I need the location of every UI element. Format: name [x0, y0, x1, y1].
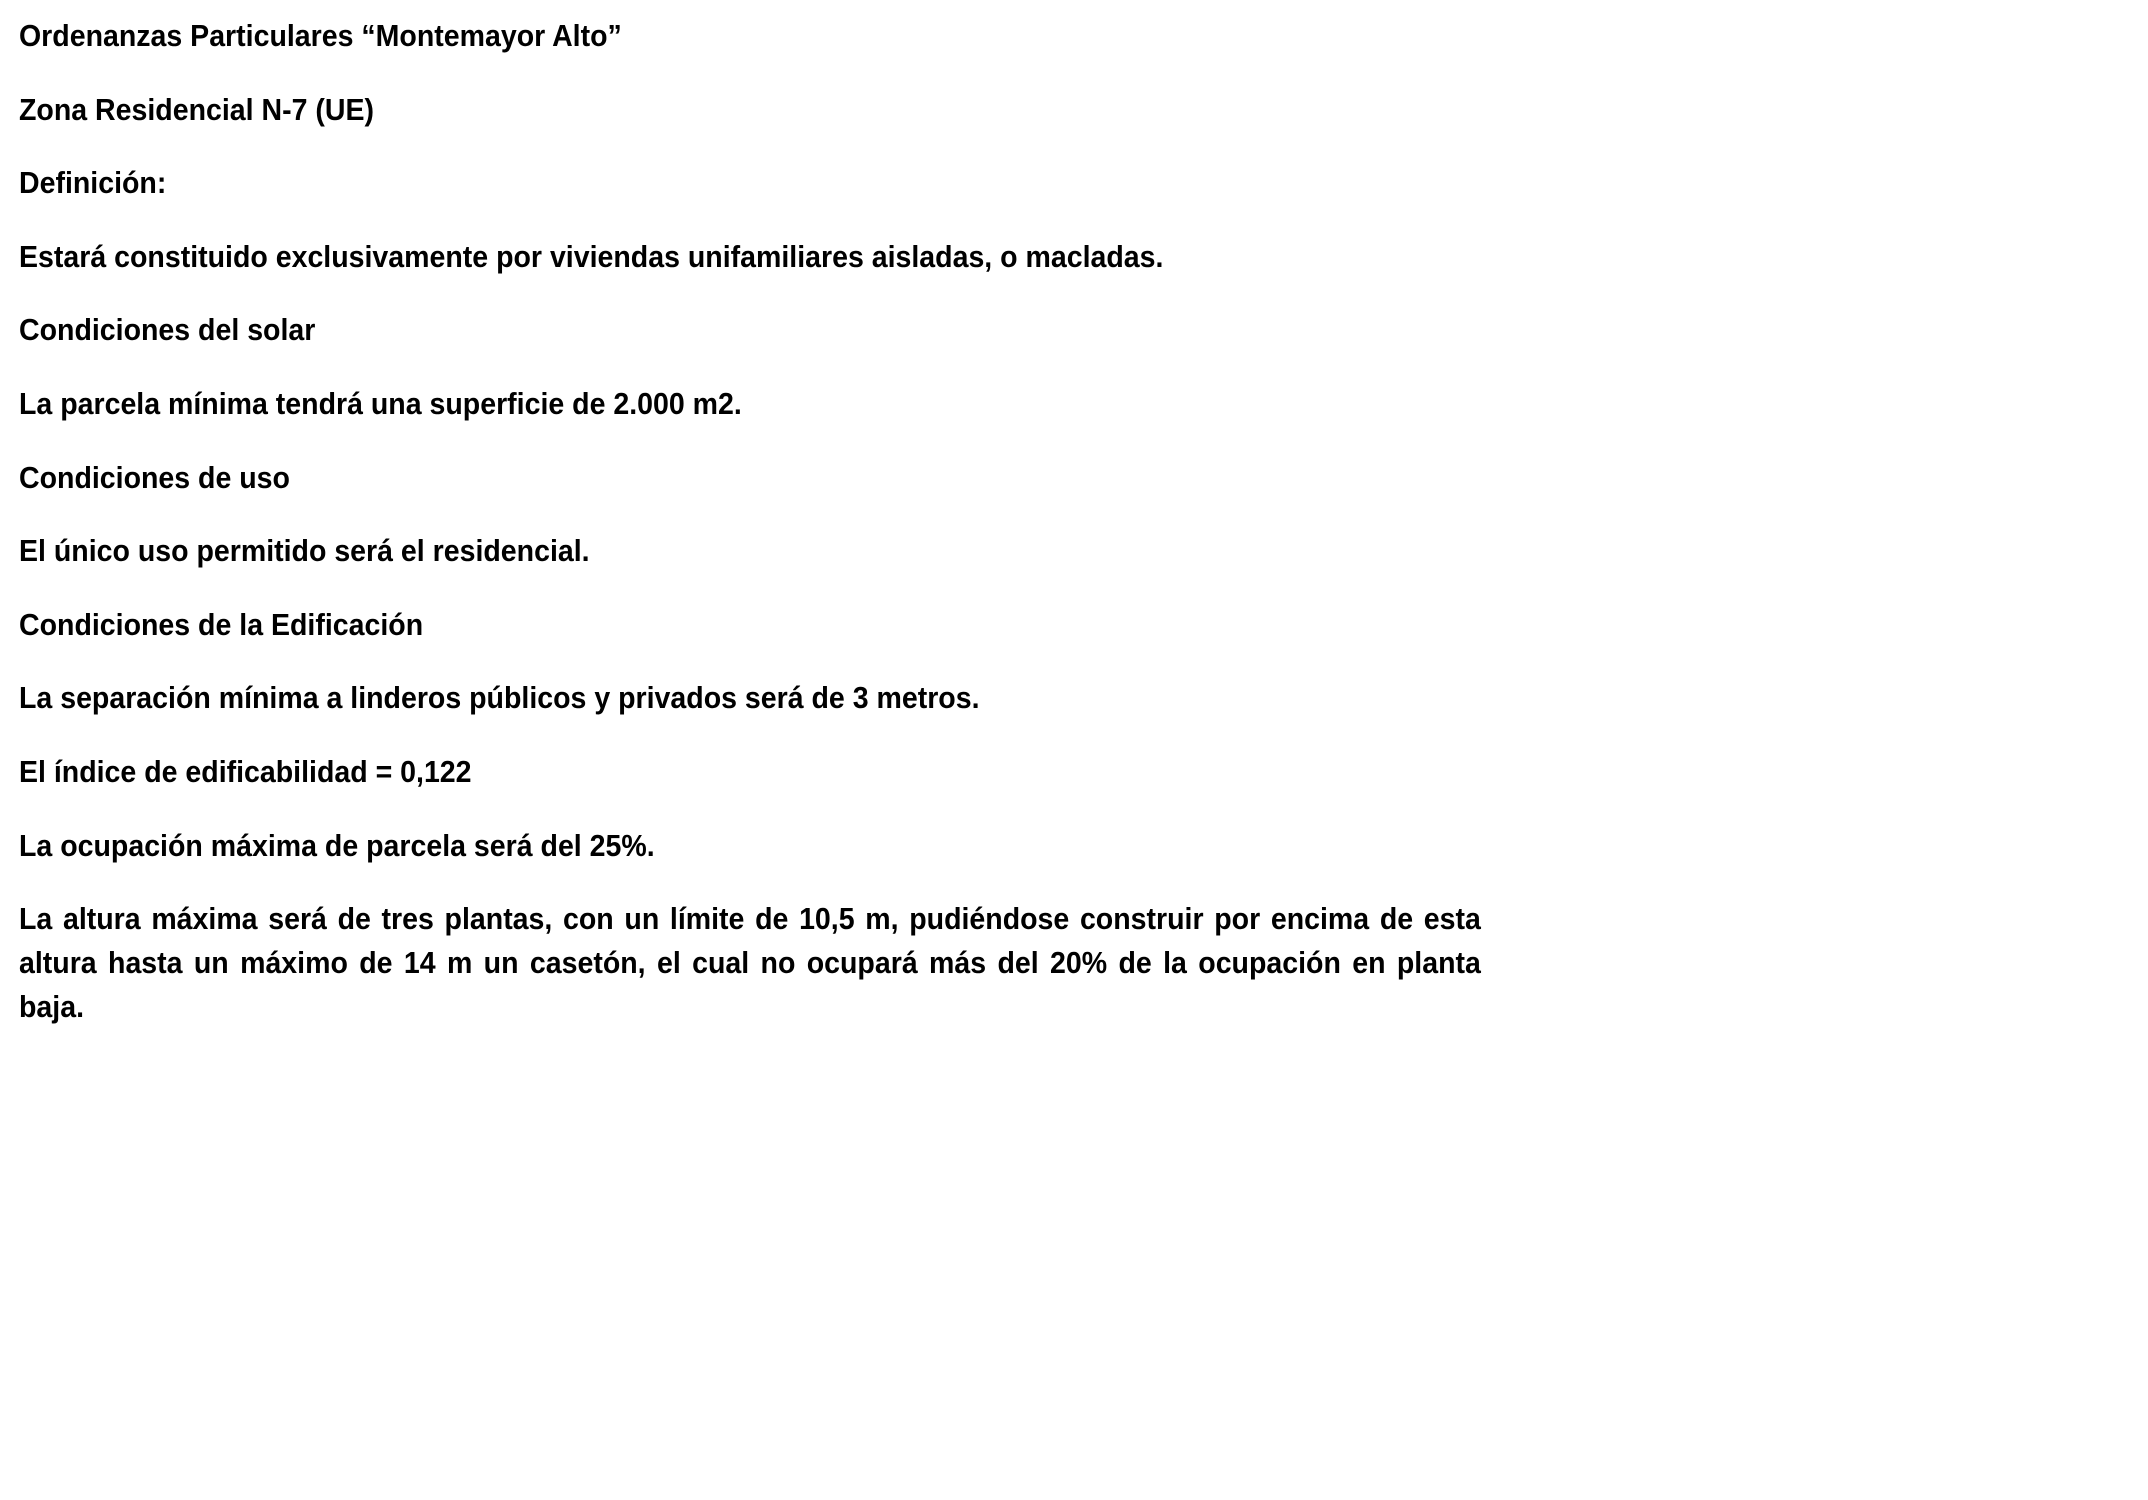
- document-body: [19, 14, 1481, 1029]
- use-conditions-text: El único uso permitido será el residencial.: [19, 533, 590, 569]
- separation-text: La separación mínima a linderos públicos y privados será de 3 metros.: [19, 680, 980, 716]
- zone-heading: Zona Residencial N-7 (UE): [19, 91, 374, 127]
- height-paragraph: La altura máxima será de tres plantas, con un límite de 10,5 m, pudiéndose construir por encima de esta altura hasta un máximo de 14 m un casetón, el cual no ocupará más del 20% de la ocupación en planta baja.: [19, 901, 1481, 1025]
- use-conditions-heading: Condiciones de uso: [19, 459, 290, 495]
- occupation-text: La ocupación máxima de parcela será del 25%.: [19, 827, 655, 863]
- solar-conditions-heading: Condiciones del solar: [19, 312, 316, 348]
- document-title: Ordenanzas Particulares “Montemayor Alto”: [19, 18, 622, 53]
- definition-heading: Definición:: [19, 165, 167, 201]
- solar-conditions-text: La parcela mínima tendrá una superficie de 2.000 m2.: [19, 385, 742, 421]
- building-conditions-heading: Condiciones de la Edificación: [19, 606, 424, 642]
- buildability-text: El índice de edificabilidad = 0,122: [19, 753, 472, 789]
- definition-text: Estará constituido exclusivamente por viviendas unifamiliares aisladas, o macladas.: [19, 238, 1164, 274]
